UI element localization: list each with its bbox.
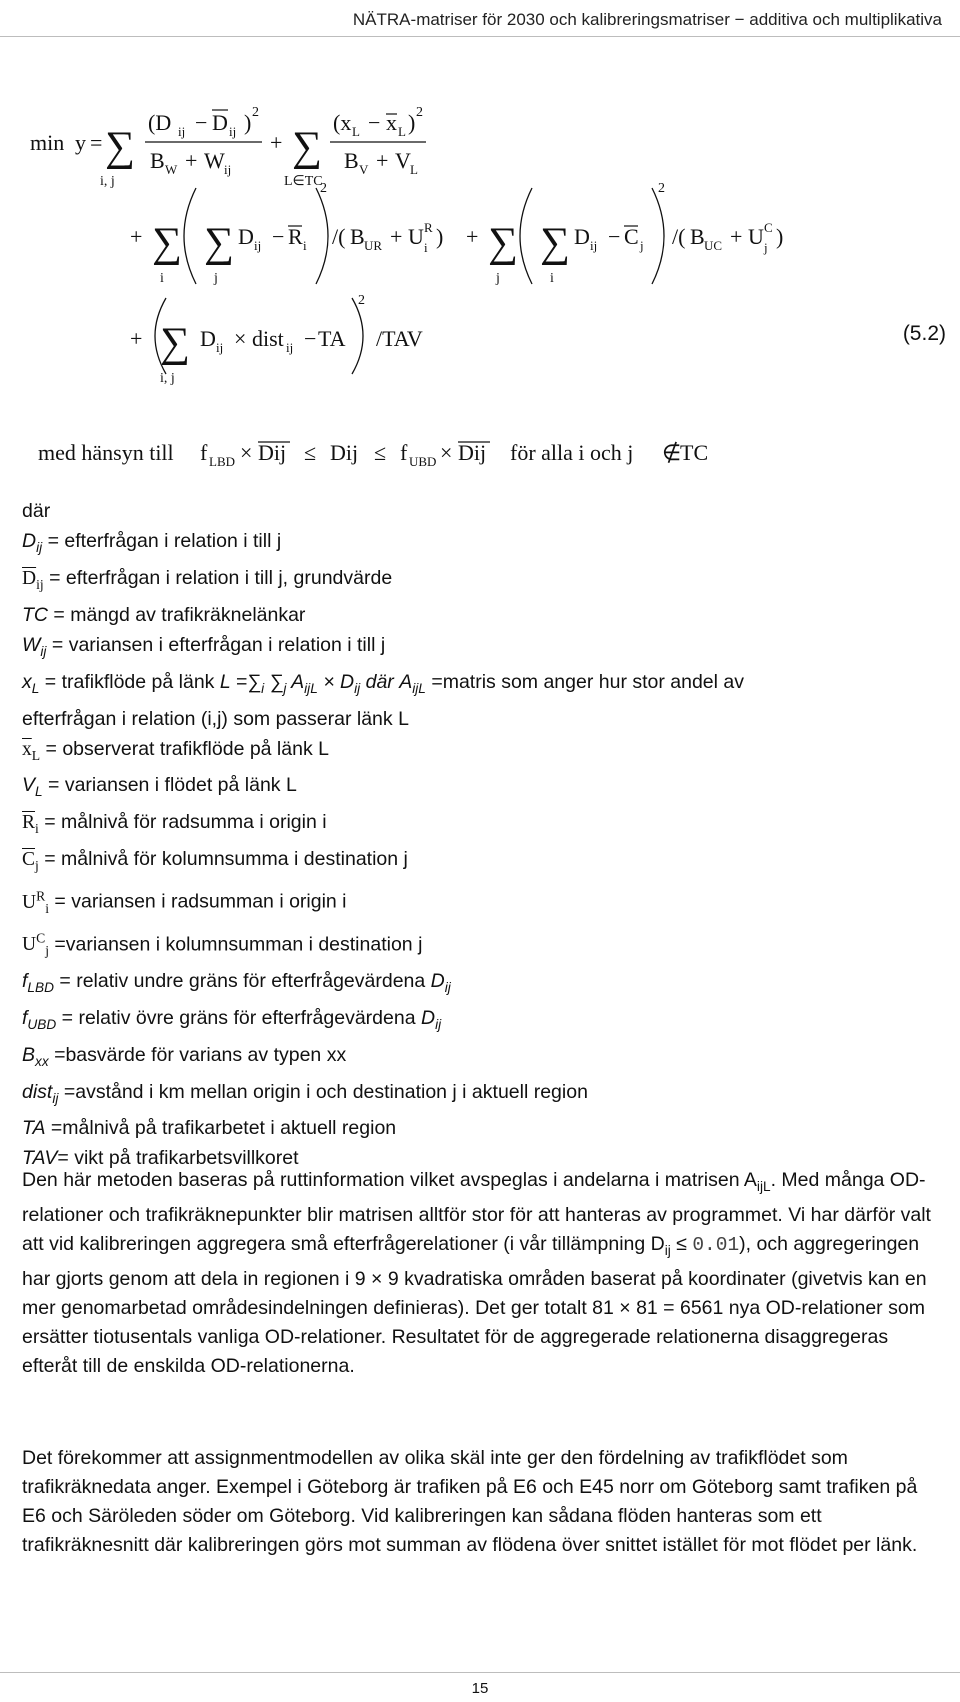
l3-minus: − <box>304 326 317 351</box>
def-ta: TA =målnivå på trafikarbetet i aktuell region <box>22 1117 397 1140</box>
constraint-leq2: ≤ <box>374 440 387 465</box>
frac1-sub: ij <box>178 124 186 139</box>
l2-sq-2: 2 <box>658 181 665 196</box>
frac2-close: ) <box>408 110 416 135</box>
def-x-l: $x_L$ = trafikflöde på länk $L =\sum_i$ $\sum_j$ $A_{ijL} \times D_{ij}$ där $A_{ijL}$ =matris som anger hur stor andel av <box>22 670 744 696</box>
def-tc: TC = mängd av trafikräknelänkar <box>22 603 306 626</box>
p1-part3: ), och aggregeringen har gjorts genom att dela in regionen i 9 × 9 kvadratiska områden baserat på koordinater (givetvis kan en mer genomarbetad områdesindelningen definieras). Det ger totalt 81 × 81 = 6561 nya OD-relationer som ersätter tiotusentals vanliga OD-relationer. Resultatet för de aggregerade relationerna disaggregeras efteråt till de enskilda OD-relationerna. <box>22 1232 927 1377</box>
def-cbar-j-text: = målnivå för kolumnsumma i destination j <box>44 848 408 871</box>
p1-part1: Den här metoden baseras på ruttinformation vilket avspeglas i andelarna i matrisen <box>22 1169 740 1191</box>
frac2-bv: B <box>344 148 359 173</box>
l2b-plus: + <box>730 224 743 249</box>
frac1-dbar: D <box>212 110 228 135</box>
frac2-l-sub: L <box>352 124 360 139</box>
sum-i-2: ∑ <box>152 220 182 266</box>
l3-times: × <box>234 326 247 351</box>
l2b-d: D <box>574 224 590 249</box>
paren-right-3 <box>352 298 363 374</box>
sum-sub-ij: i, j <box>100 174 115 189</box>
l2-slash: /( <box>332 224 346 249</box>
def-u-jc-text: =variansen i kolumnsumman i destination j <box>54 933 423 956</box>
paren-right-2a <box>316 188 328 284</box>
def-tc-text: = mängd av trafikräknelänkar <box>53 603 306 626</box>
constraint-lead: med hänsyn till <box>38 440 174 465</box>
plus-2: + <box>130 224 143 249</box>
sum-ij-3: ∑ <box>160 320 190 366</box>
constraint-ubd: UBD <box>409 454 437 469</box>
def-dist-ij-text: =avstånd i km mellan origin i och destination j i aktuell region <box>63 1080 588 1103</box>
l3-tav: /TAV <box>376 326 423 351</box>
def-dbar-ij-text: = efterfrågan i relation i till j, grundvärde <box>49 566 393 589</box>
sum-sub-ltc: L∈TC <box>284 174 323 189</box>
frac1-plus: + <box>185 148 198 173</box>
p1-a: A <box>743 1169 757 1191</box>
sum-j-2: ∑ <box>204 220 234 266</box>
l2-b: B <box>350 224 365 249</box>
def-w-ij-text: = variansen i efterfrågan i relation i till j <box>51 633 386 656</box>
def-f-lbd: $f_{LBD}$ = relativ undre gräns för efterfrågevärdena $D_{ij}$ <box>22 969 451 995</box>
formula-svg <box>0 60 960 460</box>
def-u-ir-text: = variansen i radsumman i origin i <box>54 890 347 913</box>
objective-formula <box>0 60 960 460</box>
definitions-list <box>22 496 942 1173</box>
l2-ur: UR <box>364 238 383 253</box>
p1-a-sub: ijL <box>756 1178 771 1194</box>
def-d-ij: $D_{ij}$ = efterfrågan i relation i till j <box>22 530 282 555</box>
frac1-w-ij: ij <box>224 162 232 177</box>
constraint-lbd: LBD <box>209 454 235 469</box>
def-f-ubd: $f_{UBD}$ = relativ övre gräns för efterfrågevärdena $D_{ij}$ <box>22 1006 442 1032</box>
def-b-xx: $B_{xx}$ =basvärde för varians av typen xx <box>22 1043 347 1069</box>
l2b-minus: − <box>608 224 621 249</box>
sum-i-3-sub: i <box>550 271 554 286</box>
constraint-tc: TC <box>680 440 709 465</box>
p1-part2: . Med många OD-relationer och trafikräknepunkter blir matrisen alltför stor för att hanteras av programmet. Vi har därför valt att vid kalibreringen aggregera små efterfrågerelationer (i vår tillämpning D <box>22 1169 931 1255</box>
l2b-c-sub: j <box>640 238 644 253</box>
constraint-dbar1: Dij <box>258 440 287 465</box>
constraint-leq1: ≤ <box>304 440 317 465</box>
l2-u: U <box>408 224 424 249</box>
l2b-slash: /( <box>672 224 686 249</box>
def-tav: TAV= vikt på trafikarbetsvillkoret <box>22 1147 299 1170</box>
constraint-times2: × <box>440 440 453 465</box>
l3-dist: dist <box>252 326 284 351</box>
equals-sign: = <box>90 130 103 155</box>
def-dist-ij: dist$_{ij}$ =avstånd i km mellan origin i och destination j i aktuell region <box>22 1080 588 1106</box>
l2b-cbar: C <box>624 224 639 249</box>
def-rbar-i: $\overline{R}_i$ = målnivå för radsumma i origin i <box>22 811 327 837</box>
constraint-dbar2: Dij <box>458 440 487 465</box>
frac1-w-sub: W <box>165 162 178 177</box>
p1-d-sub: ij <box>664 1242 671 1258</box>
l2-d-ij: ij <box>254 238 262 253</box>
l2b-b: B <box>690 224 705 249</box>
def-d-ij-text: = efterfrågan i relation i till j <box>47 530 282 552</box>
def-x-l-matris: =matris som anger hur stor andel av <box>431 670 744 693</box>
def-f-ubd-text: = relativ övre gräns för efterfrågevärdena <box>61 1006 416 1029</box>
def-u-jc: $U^C_j$ =variansen i kolumnsumman i destination j <box>22 930 423 958</box>
def-w-ij: $W_{ij}$ = variansen i efterfrågan i relation i till j <box>22 633 386 659</box>
frac2-plus: + <box>376 148 389 173</box>
def-u-ir: $U^R_i$ = variansen i radsumman i origin i <box>22 888 347 916</box>
def-cbar-j: $\overline{C}_j$ = målnivå för kolumnsumma i destination j <box>22 848 408 874</box>
plus-1: + <box>270 130 283 155</box>
constraint-svg <box>28 432 748 472</box>
constraint-dij: Dij <box>330 440 359 465</box>
frac1-sub2: ij <box>229 124 237 139</box>
constraint-tail: för alla i och j <box>510 440 634 465</box>
frac2-minus: − <box>368 110 381 135</box>
frac1-w: W <box>204 148 225 173</box>
def-dar: där <box>22 500 51 522</box>
l3-d: D <box>200 326 216 351</box>
l2-plus: + <box>390 224 403 249</box>
frac2-xbar: x <box>386 110 397 135</box>
header-rule <box>0 36 960 37</box>
def-x-l-text: = trafikflöde på länk <box>44 670 215 693</box>
header-caps: NÄTRA <box>352 10 411 29</box>
def-b-xx-text: =basvärde för varians av typen xx <box>54 1043 347 1066</box>
sum-j-2-sub: j <box>214 271 218 286</box>
running-header <box>353 10 942 30</box>
frac2-v-sub: V <box>359 162 369 177</box>
def-ta-text: =målnivå på trafikarbetet i aktuell region <box>50 1117 397 1140</box>
page-number: 15 <box>471 1680 489 1697</box>
l2b-u: U <box>748 224 764 249</box>
l3-sq: 2 <box>358 293 365 308</box>
footer-rule <box>0 1672 960 1673</box>
def-xbar-l: $\overline{x}_L$ = observerat trafikflöde på länk L <box>22 737 329 763</box>
def-xbar-l-text: = observerat trafikflöde på länk L <box>45 737 329 760</box>
min-label: min <box>30 130 65 155</box>
def-x-l-dar: där <box>365 670 394 693</box>
l2-r-sub: i <box>303 238 307 253</box>
l2b-d-ij: ij <box>590 238 598 253</box>
l3-dist-ij: ij <box>286 340 294 355</box>
l2b-u-sub: j <box>764 240 768 255</box>
def-tav-text: = vikt på trafikarbetsvillkoret <box>57 1147 299 1170</box>
constraint-f1: f <box>200 440 208 465</box>
constraint-line <box>28 432 748 472</box>
sum-j-3-sub: j <box>496 271 500 286</box>
def-rbar-i-text: = målnivå för radsumma i origin i <box>44 811 327 834</box>
def-f-lbd-text: = relativ undre gräns för efterfrågevärdena <box>59 969 426 992</box>
def-dbar-ij: $\overline{D}_{ij}$ = efterfrågan i relation i till j, grundvärde <box>22 566 393 592</box>
frac1-close: ) <box>244 110 252 135</box>
l2b-uc: UC <box>704 238 723 253</box>
sum-symbol-2: ∑ <box>292 124 322 170</box>
p1-leq: ≤ <box>676 1232 687 1255</box>
frac2-l-sub2: L <box>398 124 406 139</box>
frac1-bw: B <box>150 148 165 173</box>
plus-3: + <box>466 224 479 249</box>
def-x-l-cont: efterfrågan i relation (i,j) som passerar länk L <box>22 707 409 730</box>
paragraph-2: Det förekommer att assignmentmodellen av olika skäl inte ger den fördelning av trafikflödet som trafikräknedata anger. Exempel i Göteborg är trafiken på E6 och E45 norr om Göteborg samt trafiken på E6 och Säröleden söder om Göteborg. Vid kalibreringen kan sådana flöden hanteras som ett trafikräknesnitt där kalibreringen görs mot summan av flödena över snittet istället för mot flödet per länk. <box>22 1447 918 1556</box>
def-v-l: $V_L$ = variansen i flödet på länk L <box>22 774 297 800</box>
constraint-notin: ∉ <box>662 440 682 465</box>
frac1-num-open: (D <box>148 110 172 135</box>
l2-u-sub: i <box>424 240 428 255</box>
l2b-u-sup: C <box>764 220 773 235</box>
l3-ta: TA <box>318 326 346 351</box>
l2-minus: − <box>272 224 285 249</box>
l2-d: D <box>238 224 254 249</box>
l3-d-ij: ij <box>216 340 224 355</box>
plus-4: + <box>130 326 143 351</box>
l2-rbar: R <box>288 224 303 249</box>
paren-left-2b <box>520 188 532 284</box>
frac2-sq: 2 <box>416 105 423 120</box>
l2-close: ) <box>436 224 444 249</box>
l2-u-sup: R <box>424 220 433 235</box>
frac2-open: (x <box>333 110 352 135</box>
frac2-v-l: L <box>410 162 418 177</box>
frac1-sq: 2 <box>252 105 259 120</box>
paren-right-2b <box>652 188 664 284</box>
header-rest: -matriser för 2030 och kalibreringsmatriser − additiva och multiplikativa <box>410 10 942 29</box>
sum-symbol: ∑ <box>105 124 135 170</box>
constraint-times1: × <box>240 440 253 465</box>
def-x-l-sum-lhs: L = <box>219 670 248 693</box>
sum-i-3: ∑ <box>540 220 570 266</box>
l2-sq-1: 2 <box>320 181 327 196</box>
def-v-l-text: = variansen i flödet på länk L <box>48 774 297 797</box>
l2b-close: ) <box>776 224 784 249</box>
sum-i-2-sub: i <box>160 271 164 286</box>
sum-ij-3-sub: i, j <box>160 371 175 386</box>
y-var: y <box>75 130 86 155</box>
sum-j-3: ∑ <box>488 220 518 266</box>
paren-left-2a <box>184 188 196 284</box>
frac1-minus: − <box>195 110 208 135</box>
frac2-v: V <box>395 148 411 173</box>
paragraph-1 <box>22 1166 942 1381</box>
equation-number: (5.2) <box>902 322 946 345</box>
p1-threshold: 0.01 <box>692 1233 740 1256</box>
constraint-f2: f <box>400 440 408 465</box>
